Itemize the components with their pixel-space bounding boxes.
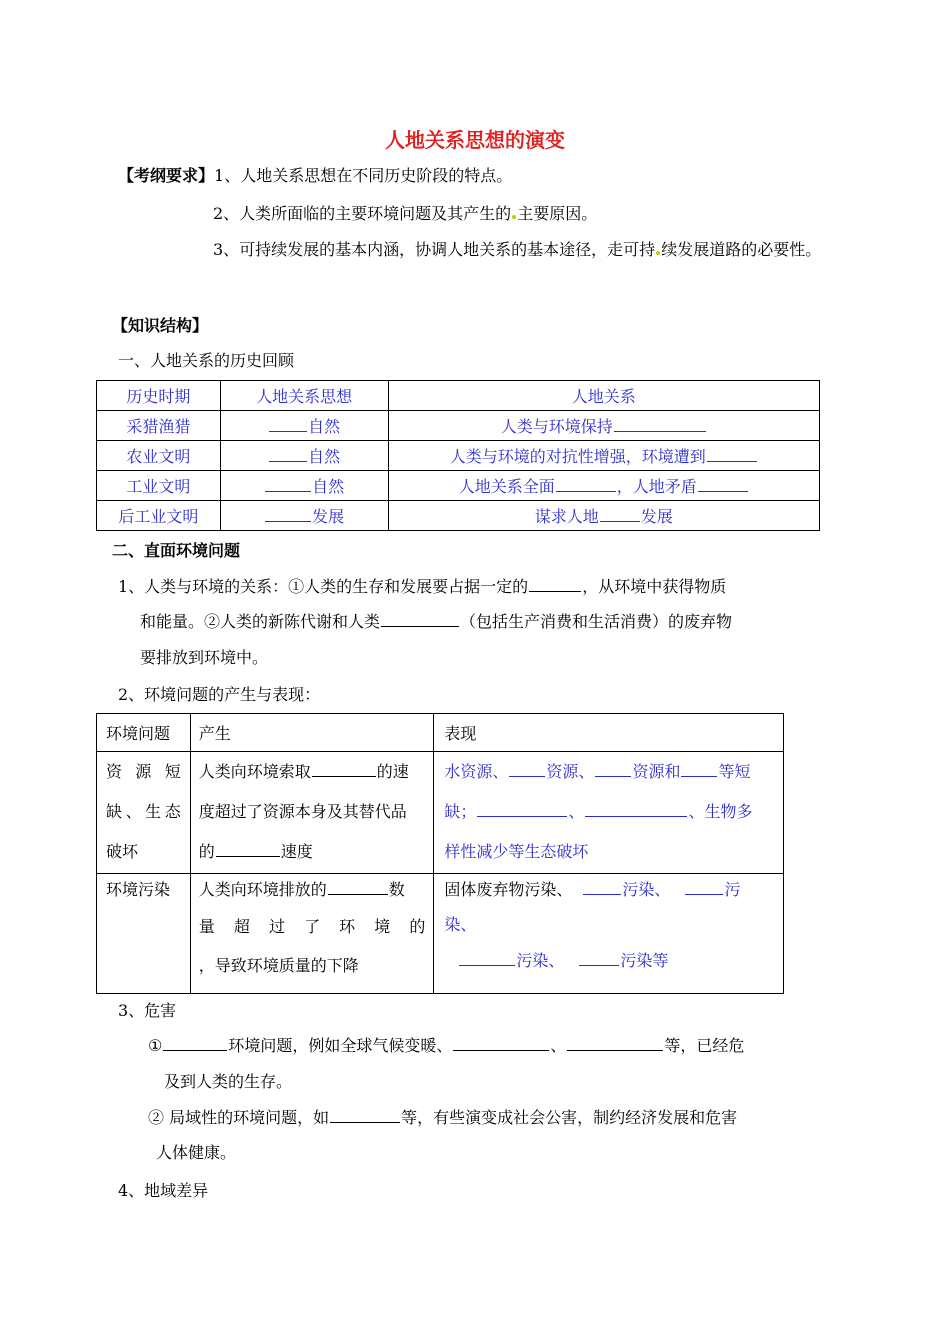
thought-cell: 自然 xyxy=(220,411,388,441)
paragraph-1-line-3: 要排放到环境中。 xyxy=(140,648,269,667)
paragraph-3-item-1-cont: 及到人类的生存。 xyxy=(164,1072,293,1091)
period-cell: 农业文明 xyxy=(97,441,221,471)
problem-cell: 环境污染 xyxy=(97,874,191,994)
blank xyxy=(600,520,640,522)
header-cell: 历史时期 xyxy=(97,381,221,411)
section-2-heading: 二、直面环境问题 xyxy=(112,541,241,560)
paragraph-1-line-2: 和能量。②人类的新陈代谢和人类 （包括生产消费和生活消费）的废弃物 xyxy=(140,612,733,631)
history-table xyxy=(96,380,820,531)
header-cell: 环境问题 xyxy=(97,714,191,752)
thought-cell: 自然 xyxy=(220,471,388,501)
blank xyxy=(381,625,459,627)
blank xyxy=(312,775,376,777)
blank xyxy=(216,855,280,857)
knowledge-heading: 【知识结构】 xyxy=(112,316,209,335)
blank xyxy=(707,460,757,462)
period-cell: 采猎渔猎 xyxy=(97,411,221,441)
table-header-row xyxy=(97,381,820,411)
header-cell: 表现 xyxy=(434,714,784,752)
paragraph-2: 2、环境问题的产生与表现： xyxy=(118,685,321,704)
requirement-1: 1、人地关系思想在不同历史阶段的特点。 xyxy=(214,166,513,185)
period-cell: 后工业文明 xyxy=(97,501,221,531)
marker-dot xyxy=(512,215,516,219)
relation-cell: 人地关系全面 ，人地矛盾 xyxy=(388,471,819,501)
blank xyxy=(477,815,567,817)
paragraph-3: 3、危害 xyxy=(118,1001,177,1020)
requirements-heading: 【考纲要求】 xyxy=(118,166,215,185)
blank xyxy=(614,430,706,432)
period-cell: 工业文明 xyxy=(97,471,221,501)
thought-cell: 自然 xyxy=(220,441,388,471)
blank xyxy=(453,1049,549,1051)
paragraph-3-item-2-cont: 人体健康。 xyxy=(156,1143,237,1162)
table-row xyxy=(97,501,820,531)
section-1-heading: 一、人地关系的历史回顾 xyxy=(118,351,295,370)
header-cell: 人地关系 xyxy=(388,381,819,411)
marker-dot xyxy=(656,251,660,255)
cause-cell: 人类向环境排放的 数 量超过了环境的 ，导致环境质量的下降 xyxy=(190,874,434,994)
blank xyxy=(595,775,631,777)
requirement-3: 3、可持续发展的基本内涵，协调人地关系的基本途径，走可持 续发展道路的必要性。 xyxy=(213,240,822,259)
blank xyxy=(583,893,621,895)
requirements-line-1 xyxy=(118,163,512,186)
blank xyxy=(459,964,515,966)
blank xyxy=(529,590,581,592)
blank xyxy=(698,490,748,492)
blank xyxy=(509,775,545,777)
blank xyxy=(265,520,311,522)
blank xyxy=(269,460,307,462)
cause-cell: 人类向环境索取 的速 度超过了资源本身及其替代品 的 速度 xyxy=(190,752,434,874)
thought-cell: 发展 xyxy=(220,501,388,531)
table-header-row xyxy=(97,714,784,752)
blank xyxy=(163,1049,227,1051)
requirement-2: 2、人类所面临的主要环境问题及其产生的 主要原因。 xyxy=(213,204,598,223)
relation-cell: 谋求人地 发展 xyxy=(388,501,819,531)
table-row xyxy=(97,471,820,501)
header-cell: 产生 xyxy=(190,714,434,752)
blank xyxy=(265,490,311,492)
paragraph-3-item-1: ① 环境问题，例如全球气候变暖、 、 等，已经危 xyxy=(148,1036,745,1055)
table-row xyxy=(97,874,784,994)
blank xyxy=(567,1049,663,1051)
blank xyxy=(328,893,388,895)
paragraph-1-line-1: 1、人类与环境的关系：①人类的生存和发展要占据一定的 ，从环境中获得物质 xyxy=(118,577,727,596)
environment-table xyxy=(96,713,784,994)
manifestation-cell: 固体废弃物污染、 污染、 污 染、 污染、 污染等 xyxy=(434,874,784,994)
blank xyxy=(579,964,619,966)
blank xyxy=(330,1121,400,1123)
blank xyxy=(685,893,723,895)
blank xyxy=(585,815,687,817)
manifestation-cell: 水资源、 资源、 资源和 等短 缺； 、 、生物多 样性减少等生态破坏 xyxy=(434,752,784,874)
page-title: 人地关系思想的演变 xyxy=(385,128,565,152)
blank xyxy=(681,775,717,777)
header-cell: 人地关系思想 xyxy=(220,381,388,411)
problem-cell: 资源短 缺、生态 破坏 xyxy=(97,752,191,874)
blank xyxy=(556,490,616,492)
paragraph-3-item-2: ② 局域性的环境问题，如 等，有些演变成社会公害，制约经济发展和危害 xyxy=(148,1108,738,1127)
table-row xyxy=(97,411,820,441)
blank xyxy=(269,430,307,432)
table-row xyxy=(97,441,820,471)
paragraph-4: 4、地域差异 xyxy=(118,1181,209,1200)
table-row xyxy=(97,752,784,874)
relation-cell: 人类与环境的对抗性增强，环境遭到 xyxy=(388,441,819,471)
relation-cell: 人类与环境保持 xyxy=(388,411,819,441)
